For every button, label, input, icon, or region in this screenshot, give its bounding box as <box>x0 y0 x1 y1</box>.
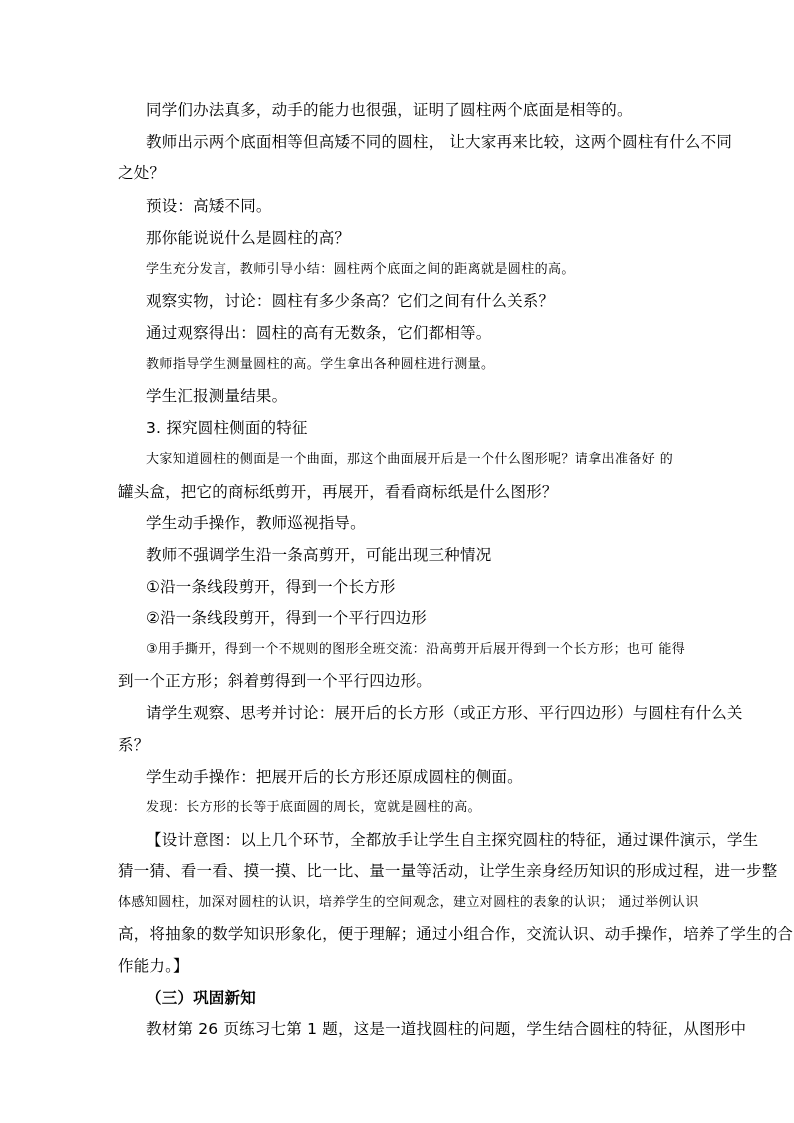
list-item: ①沿一条线段剪开，得到一个长方形 <box>146 578 396 596</box>
paragraph-line: 之处？ <box>118 164 166 182</box>
paragraph-line: 教材第 26 页练习七第 1 题，这是一道找圆柱的问题，学生结合圆柱的特征，从图形中 <box>146 1020 747 1038</box>
section-heading: （三）巩固新知 <box>146 989 256 1007</box>
paragraph-line: 学生汇报测量结果。 <box>146 387 288 405</box>
design-intent-line: 体感知圆柱，加深对圆柱的认识，培养学生的空间观念，建立对圆柱的表象的认识； 通过举例认识 <box>118 895 699 910</box>
design-intent-line: 【设计意图：以上几个环节，全都放手让学生自主探究圆柱的特征，通过课件演示，学生 <box>146 831 759 849</box>
paragraph-line: 学生动手操作：把展开后的长方形还原成圆柱的侧面。 <box>146 768 523 786</box>
design-intent-line: 高，将抽象的数学知识形象化，便于理解；通过小组合作，交流认识、动手操作，培养了学生的合 <box>118 925 794 943</box>
paragraph-line: 通过观察得出：圆柱的高有无数条，它们都相等。 <box>146 324 492 342</box>
design-intent-line: 作能力。】 <box>118 957 189 975</box>
paragraph-line: 请学生观察、思考并讨论：展开后的长方形（或正方形、平行四边形）与圆柱有什么关 <box>146 704 743 722</box>
paragraph-line: 预设：高矮不同。 <box>146 197 272 215</box>
paragraph-line: 教师指导学生测量圆柱的高。学生拿出各种圆柱进行测量。 <box>146 357 495 372</box>
design-intent-line: 猜一猜、看一看、摸一摸、比一比、量一量等活动，让学生亲身经历知识的形成过程，进一步整 <box>118 862 778 880</box>
paragraph-line: 发现：长方形的长等于底面圆的周长，宽就是圆柱的高。 <box>146 800 482 815</box>
paragraph-line: 学生动手操作，教师巡视指导。 <box>146 514 366 532</box>
paragraph-line: 系？ <box>118 736 150 754</box>
paragraph-line: 学生充分发言，教师引导小结：圆柱两个底面之间的距离就是圆柱的高。 <box>146 262 575 277</box>
list-item: ③用手撕开，得到一个不规则的图形全班交流：沿高剪开后展开得到一个长方形；也可 能得 <box>146 642 686 657</box>
paragraph-line: 大家知道圆柱的侧面是一个曲面，那这个曲面展开后是一个什么图形呢？请拿出准备好 的 <box>146 452 674 467</box>
list-item: ②沿一条线段剪开，得到一个平行四边形 <box>146 609 427 627</box>
section-heading: 3. 探究圆柱侧面的特征 <box>146 419 308 437</box>
paragraph-line: 罐头盒，把它的商标纸剪开，再展开，看看商标纸是什么图形？ <box>118 483 558 501</box>
paragraph-line: 观察实物，讨论：圆柱有多少条高？它们之间有什么关系？ <box>146 292 555 310</box>
paragraph-line: 同学们办法真多，动手的能力也很强，证明了圆柱两个底面是相等的。 <box>146 101 633 119</box>
paragraph-line: 教师出示两个底面相等但高矮不同的圆柱， 让大家再来比较，这两个圆柱有什么不同 <box>146 133 733 151</box>
paragraph-line: 教师不强调学生沿一条高剪开，可能出现三种情况 <box>146 546 492 564</box>
paragraph-line: 那你能说说什么是圆柱的高？ <box>146 229 351 247</box>
paragraph-line: 到一个正方形；斜着剪得到一个平行四边形。 <box>118 672 433 690</box>
